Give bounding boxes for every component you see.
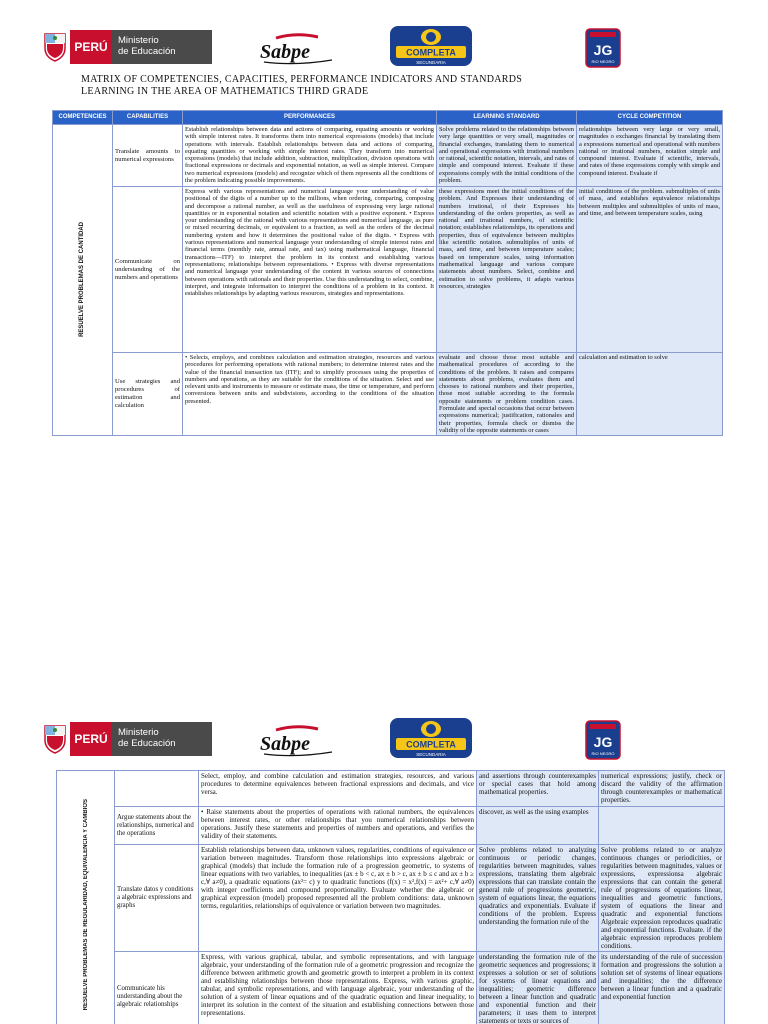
- header-capabilities: CAPABILITIES: [113, 111, 183, 125]
- cycle-competition-cell: numerical expressions; justify, check or discard the validity of the affirmation through counterexamples or mathematical properties.: [599, 771, 725, 807]
- svg-text:SECUNDARIA: SECUNDARIA: [416, 60, 446, 65]
- ministry-name: [112, 722, 212, 756]
- cycle-competition-cell: initial conditions of the problem. submultiples of units of mass, and establishes equivalence relationships between multiples and submultiples of units of mass, and time, and between temperature scales, using: [577, 187, 723, 353]
- cycle-competition-cell: Solve problems related to or analyze continuous changes or periodicities, or regularities between magnitudes, values or expressions, expressionsa algebraic expressions that can contain the general rule of progressions of equations linear, inequalities and geometric functions, system of equations the linear and quadratic and exponential functions Algebraic expression reproduces quadratic and exponential functions. Evaluate. if the algebraic expression reproduces problem conditions.: [599, 845, 725, 952]
- ministry-line-2: de Educación: [118, 738, 176, 749]
- header-logo-bar: [0, 22, 768, 78]
- peru-label: PERÚ: [70, 30, 112, 64]
- ministry-name: [112, 30, 212, 64]
- header-learning-standard: LEARNING STANDARD: [437, 111, 577, 125]
- performance-cell: Express, with various graphical, tabular, and symbolic representations, and with language algebraic, your understanding of the formation rule of a geometric progression and recognize the difference between arithmetic growth and geometric growth to interpret a problem in its context and establishing relationships between those representations. Express, with various graphic, tabular, and symbolic representations, and with language algebraic, your understanding of the solution of a system of linear equations and of the quadratic equation and linear inequality, to interpret its solution in the context of the situation and establishing connections between those representations.: [199, 952, 477, 1024]
- header-cycle-competition: CYCLE COMPETITION: [577, 111, 723, 125]
- ministry-line-2: de Educación: [118, 46, 176, 57]
- table-row: [57, 952, 725, 1024]
- svg-text:JG: JG: [593, 734, 613, 750]
- peru-shield-icon: [40, 30, 70, 64]
- header-logo-bar: [0, 714, 768, 770]
- competency-cell: [57, 771, 115, 1024]
- document-page-2: [0, 712, 768, 1024]
- ministry-line-1: Ministerio: [118, 727, 159, 738]
- svg-text:RIO NEGRO: RIO NEGRO: [591, 751, 615, 756]
- cycle-competition-cell: [599, 807, 725, 845]
- performance-cell: • Selects, employs, and combines calculation and estimation strategies, resources and various procedures for performing operations with rational numbers; to determine interest rates and the value of the financial transaction tax (ITF); and to simplify processes using the properties of numbers and operations, as they are suitable for the conditions of the situation. Select and use relevant units and instruments to measure or estimate mass, the time or temperature, and perform conversions between units and subdivisions, according to the conditions of the situation presented.: [183, 353, 437, 436]
- svg-text:COMPLETA: COMPLETA: [406, 47, 456, 58]
- capability-cell: Communicate his understanding about the algebraic relationships: [115, 952, 199, 1024]
- performance-cell: Establish relationships between data, unknown values, regularities, conditions of equivalence or variation between magnitudes. Transform those relationships into expressions algebraic or graphical (models) that include the formation rule of a progression geometric, to systems of linear equations with two variables, to inequalities (ax ± b < c, ax ± b > c, ax ± b ≤ c and ax ± b ≥ c,∀ a≠0), a quadratic equations (ax²= c) y to quadratic functions (f(x) = x²,f(x) = ax²+ c,∀ a≠0) with integer coefficients and compound proportionality. Evaluate whether the algebraic or graphical expression (model) proposed represented all the problem conditions: data, unknown terms, regularities, relationships of equivalence or variation between two magnitudes.: [199, 845, 477, 952]
- cycle-competition-cell: calculation and estimation to solve: [577, 353, 723, 436]
- svg-text:JG: JG: [593, 42, 613, 58]
- svg-text:SECUNDARIA: SECUNDARIA: [416, 752, 446, 757]
- ministry-line-1: Ministerio: [118, 35, 159, 46]
- learning-standard-cell: evaluate and choose those most suitable and mathematical procedures of according to the conditions of the problem. It raises and compares statements about problems, evaluates them and chooses to rational numbers and their properties, those most suitable according to the formula opposite statements or problem condition cases. Formulate and special occasions that occur between expressions numerical; justification, rationales and their properties, formula check or dismiss the validity of the opposite statements or cases: [437, 353, 577, 436]
- document-title: [81, 74, 641, 98]
- capability-cell: Translate datos y conditions a algebraic expressions and graphs: [115, 845, 199, 952]
- svg-text:RIO NEGRO: RIO NEGRO: [591, 59, 615, 64]
- performance-cell: • Raise statements about the properties of operations with rational numbers, the equivalences between interest rates, or other relationships that you numerical relationships between operations. Justify these statements and properties of numbers and operations, and verifies the validity of their statements.: [199, 807, 477, 845]
- capability-cell: Use strategies and procedures of estimation and calculation: [113, 353, 183, 436]
- svg-text:COMPLETA: COMPLETA: [406, 739, 456, 750]
- competency-cell: [53, 125, 113, 436]
- jg-logo: [585, 28, 621, 68]
- learning-standard-cell: and assertions through counterexamples or special cases that hold among mathematical properties.: [477, 771, 599, 807]
- capability-cell: Argue statements about the relationships, numerical and the operations: [115, 807, 199, 845]
- performance-cell: Express with various representations and numerical language your understanding of value positional of the digits of a number up to the millions, when ordering, comparing, composing and decompose a rational number, as well as the usefulness of expressing very large rational quantities or in exponential notation and scientific notation with a positive exponent. • Express your understanding of the rational with various representations and numerical language, as pure or mixed recurring decimals, or equivalent to a fraction, as well as the orders of the decimal numbering system and how it determines the positional value of the digits. • Express with various representations and numerical language your understanding of simple interest rates and financial terms (monthly rate, annual rate, and tax) using mathematical language, financial transactions—ITF) to interpret the problem in its context and establishing various representations; relationships between representations. • Express with diverse representations and numerical language your understanding of the content in various sources of connections between operations with rationals and their properties. Use this understanding to select, combine, interpret, and integrate information to interpret the conditions of a problem in its context. It establishes relationships by adapting various resources, strategies and representations.: [183, 187, 437, 353]
- ministry-logo: [40, 722, 212, 756]
- competency-matrix-table-continued: [56, 770, 725, 1024]
- saberes-logo: [256, 32, 340, 66]
- table-row: [57, 845, 725, 952]
- performance-cell: Establish relationships between data and actions of comparing, equating amounts or working with simple interest rates. It transforms them into numerical expressions (models) that include operations with intervals. Establish relationships between data and actions of comparing, equating quantities or working with simple interest rates. They transform into numerical expressions (models) that include addition, subtraction, multiplication, division operations with fractional expressions or decimals and exponential notation, as well as simple interest. Compare two numerical expressions (models) and recognize which of them represents all the conditions of the problem indicating possible improvements.: [183, 125, 437, 187]
- header-performances: PERFORMANCES: [183, 111, 437, 125]
- peru-label: PERÚ: [70, 722, 112, 756]
- table-header-row: [53, 111, 723, 125]
- competency-matrix-table: [52, 110, 723, 436]
- peru-shield-icon: [40, 722, 70, 756]
- ministry-logo: [40, 30, 212, 64]
- learning-standard-cell: Solve problems related to the relationships between very large quantities or very small, magnitudes or financial exchanges, translating them to numerical and operational expressions with irrational numbers or rational, scientific notation, intervals, and rates of simple and compound interest. Evaluate if these expressions comply with the initial conditions of the problem.: [437, 125, 577, 187]
- capability-cell: Translate amounts to numerical expressions: [113, 125, 183, 187]
- completa-logo: [388, 716, 474, 760]
- header-competencies: COMPETENCIES: [53, 111, 113, 125]
- learning-standard-cell: discover, as well as the using examples: [477, 807, 599, 845]
- table-row: [57, 771, 725, 807]
- title-line-1: MATRIX OF COMPETENCIES, CAPACITIES, PERFORMANCE INDICATORS AND STANDARDS: [81, 74, 523, 85]
- learning-standard-cell: these expressions meet the initial conditions of the problem. And Expresses their understanding of numbers irrational, of their Expresses his understanding of the orders properties, as well as rational and irrational numbers, of scientific notation; establishes relationships, its operations and properties, thus of equivalence between multiples like scientific notation. submultiples of units of mass, and time, and between temperature scales; based on temperature scales, using information mathematical language and various compare statements about numbers. Select, combine and estimation to solve problems, it adapts various resources, strategies: [437, 187, 577, 353]
- cycle-competition-cell: relationships between very large or very small, magnitudes o exchanges financial by translating them a expressions numerical and operational with numbers rational or irrational numbers, notation simple and compound interest. Evaluate if scientific, intervals, and rates of these expressions comply with simple and compound interest. Evaluate if: [577, 125, 723, 187]
- competency-label: RESUELVE PROBLEMAS DE REGULARIDAD, EQUIVALENCIA Y CAMBIOS: [82, 799, 89, 1011]
- svg-text:Sabpe: Sabpe: [260, 733, 310, 755]
- table-row: [53, 353, 723, 436]
- learning-standard-cell: Solve problems related to analyzing continuous or periodic changes, regularities between magnitudes, values expressions, translating them algebraic expressions that can translate contain the general rule of progressions geometric, system of equations linear, the equations quadratics and exponentials. Evaluate if conditions of the problem. Express understanding the formation rule of the: [477, 845, 599, 952]
- capability-cell: Communicate on understanding of the numbers and operations: [113, 187, 183, 353]
- table-row: [53, 187, 723, 353]
- learning-standard-cell: understanding the formation rule of the geometric sequences and progressions; it expresses a solution or set of solutions for systems of linear equations and inequalities; geometric difference between a linear function and quadratic and exponential function and their parameters; it uses them to interpret statements or texts or sources of: [477, 952, 599, 1024]
- table-row: [53, 125, 723, 187]
- title-line-2: LEARNING IN THE AREA OF MATHEMATICS THIRD GRADE: [81, 86, 369, 97]
- table-row: [57, 807, 725, 845]
- saberes-logo: [256, 724, 340, 758]
- completa-logo: [388, 24, 474, 68]
- competency-label: RESUELVE PROBLEMAS DE CANTIDAD: [78, 221, 85, 337]
- cycle-competition-cell: its understanding of the rule of succession formation and progressions the solution a solution set of systems of linear equations and inequalities; the the difference between a linear function and a quadratic and exponential function: [599, 952, 725, 1024]
- performance-cell: Select, employ, and combine calculation and estimation strategies, resources, and various procedures to determine equivalences between fractional expressions and decimals, and vice versa.: [199, 771, 477, 807]
- svg-text:Sabpe: Sabpe: [260, 41, 310, 63]
- capability-cell: [115, 771, 199, 807]
- jg-logo: [585, 720, 621, 760]
